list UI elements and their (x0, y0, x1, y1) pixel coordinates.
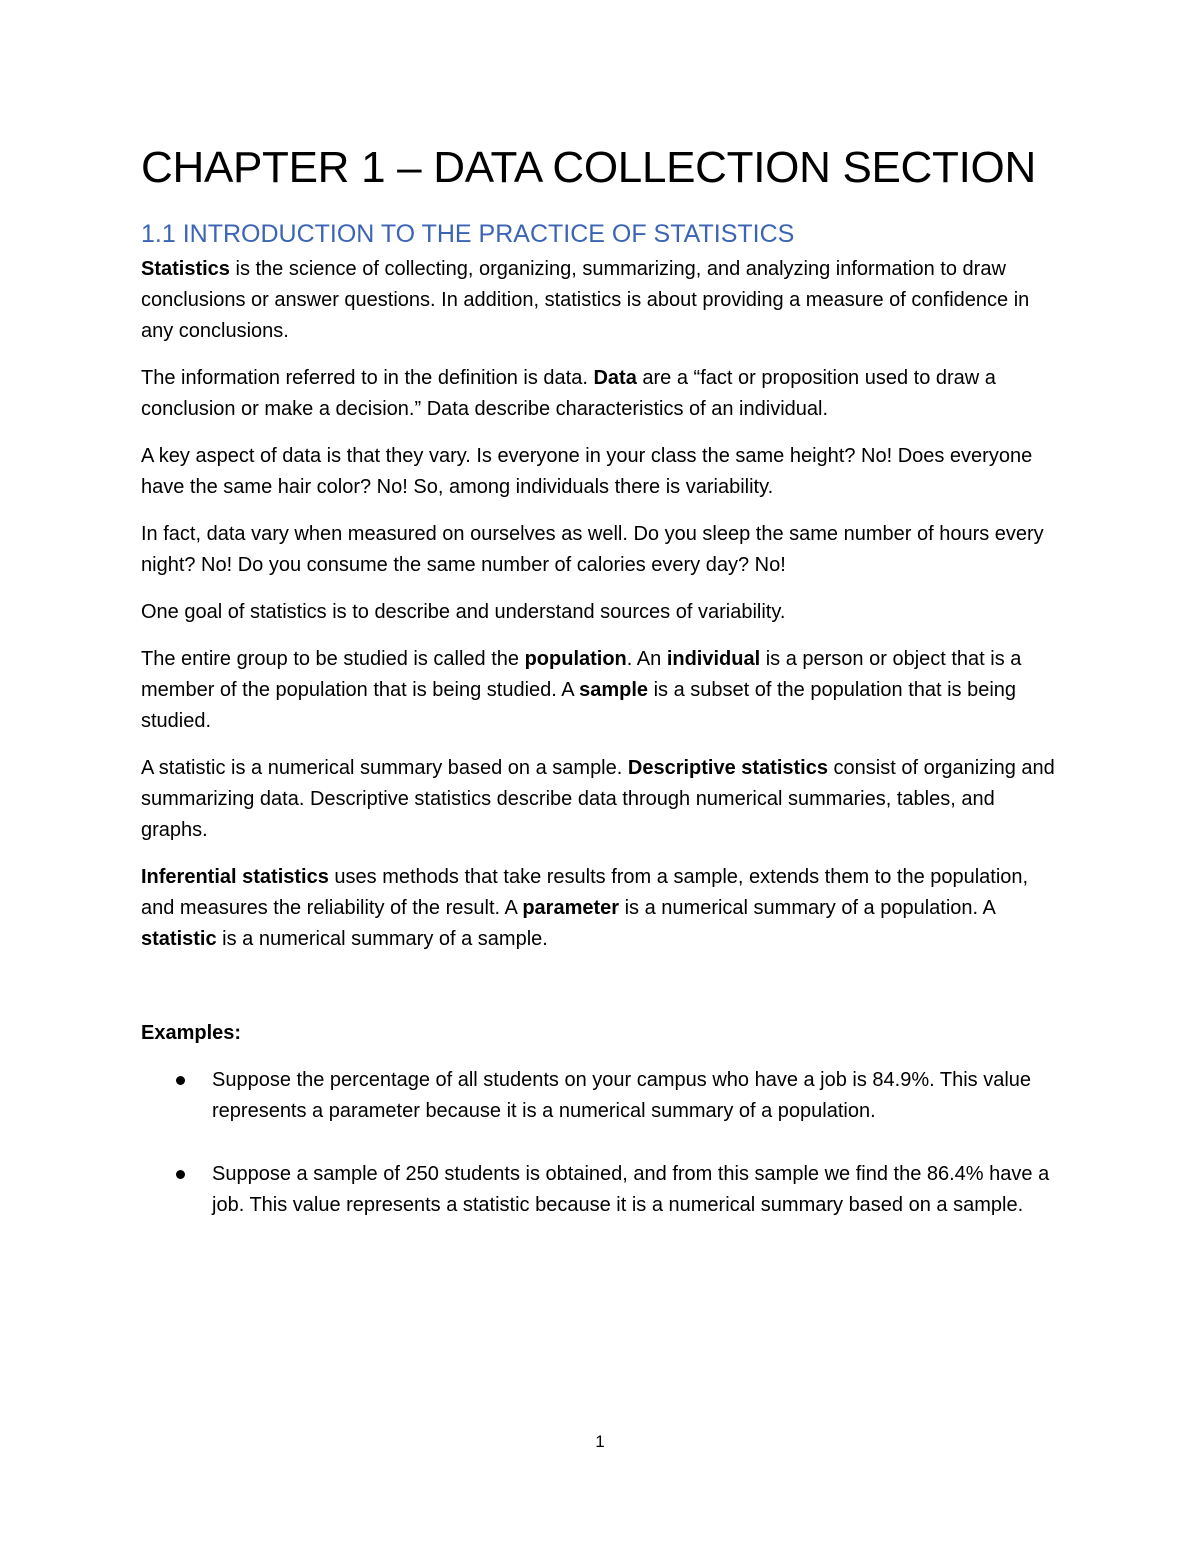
page-number: 1 (595, 1432, 605, 1451)
paragraph-text: is the science of collecting, organizing, summarizing, and analyzing information to draw conclusions or answer questions. In addition, statistics is about providing a measure of confidence in any conclusions. (141, 258, 1030, 343)
section-heading: 1.1 INTRODUCTION TO THE PRACTICE OF STATISTICS (141, 220, 795, 248)
examples-label: Examples: (141, 1022, 242, 1045)
paragraph-variability: A key aspect of data is that they vary. Is everyone in your class the same height? No! Does everyone have the same hair color? No! So, among individuals there is variability. (141, 445, 1033, 499)
term-parameter: parameter (522, 897, 620, 920)
term-sample: sample (579, 679, 649, 702)
term-data: Data (593, 367, 637, 390)
term-inferential-statistics: Inferential statistics (141, 866, 329, 889)
paragraph-inferential-statistics (141, 862, 1061, 955)
paragraph-statistics-definition (141, 254, 1061, 347)
paragraph-goal: One goal of statistics is to describe and understand sources of variability. (141, 601, 786, 624)
document-page (141, 140, 1061, 1253)
paragraph-text: are a “fact or proposition used to draw a conclusion or make a decision.” Data describe characteristics of an individual. (141, 367, 996, 421)
term-individual: individual (666, 648, 761, 671)
example-text: Suppose the percentage of all students on your campus who have a job is 84.9%. This value represents a parameter because it is a numerical summary of a population. (212, 1069, 1032, 1123)
paragraph-text: uses methods that take results from a sample, extends them to the population, and measures the reliability of the result. A (141, 866, 1029, 920)
paragraph-text: is a numerical summary of a sample. (216, 928, 548, 951)
paragraph-self-variability: In fact, data vary when measured on ourselves as well. Do you sleep the same number of hours every night? No! Do you consume the same number of calories every day? No! (141, 523, 1044, 577)
paragraph-text: is a numerical summary of a population. A (619, 897, 995, 920)
paragraph-descriptive-statistics (141, 753, 1061, 846)
term-statistic: statistic (141, 928, 217, 951)
paragraph-text: The entire group to be studied is called the (141, 648, 525, 671)
term-population: population (524, 648, 627, 671)
bullet-icon (176, 1170, 185, 1179)
paragraph-text: A statistic is a numerical summary based on a sample. (141, 757, 628, 780)
example-item (141, 1065, 1061, 1127)
example-text: Suppose a sample of 250 students is obtained, and from this sample we find the 86.4% have a job. This value represents a statistic because it is a numerical summary based on a sample. (212, 1163, 1050, 1217)
paragraph-population-definition (141, 644, 1061, 737)
term-statistics: Statistics (141, 258, 230, 281)
term-descriptive-statistics: Descriptive statistics (627, 757, 828, 780)
paragraph-text: The information referred to in the definition is data. (141, 367, 594, 390)
paragraph-text: is a person or object that is a member of the population that is being studied. A (141, 648, 1022, 702)
bullet-icon (176, 1076, 185, 1085)
examples-list (141, 1065, 1061, 1221)
paragraph-text: consist of organizing and summarizing data. Descriptive statistics describe data through numerical summaries, tables, and graphs. (141, 757, 1055, 842)
paragraph-text: . An (626, 648, 667, 671)
example-item (141, 1159, 1061, 1221)
paragraph-data-definition (141, 363, 1061, 425)
paragraph-text: is a subset of the population that is being studied. (141, 679, 1017, 733)
chapter-title: CHAPTER 1 – DATA COLLECTION SECTION (141, 143, 1036, 192)
